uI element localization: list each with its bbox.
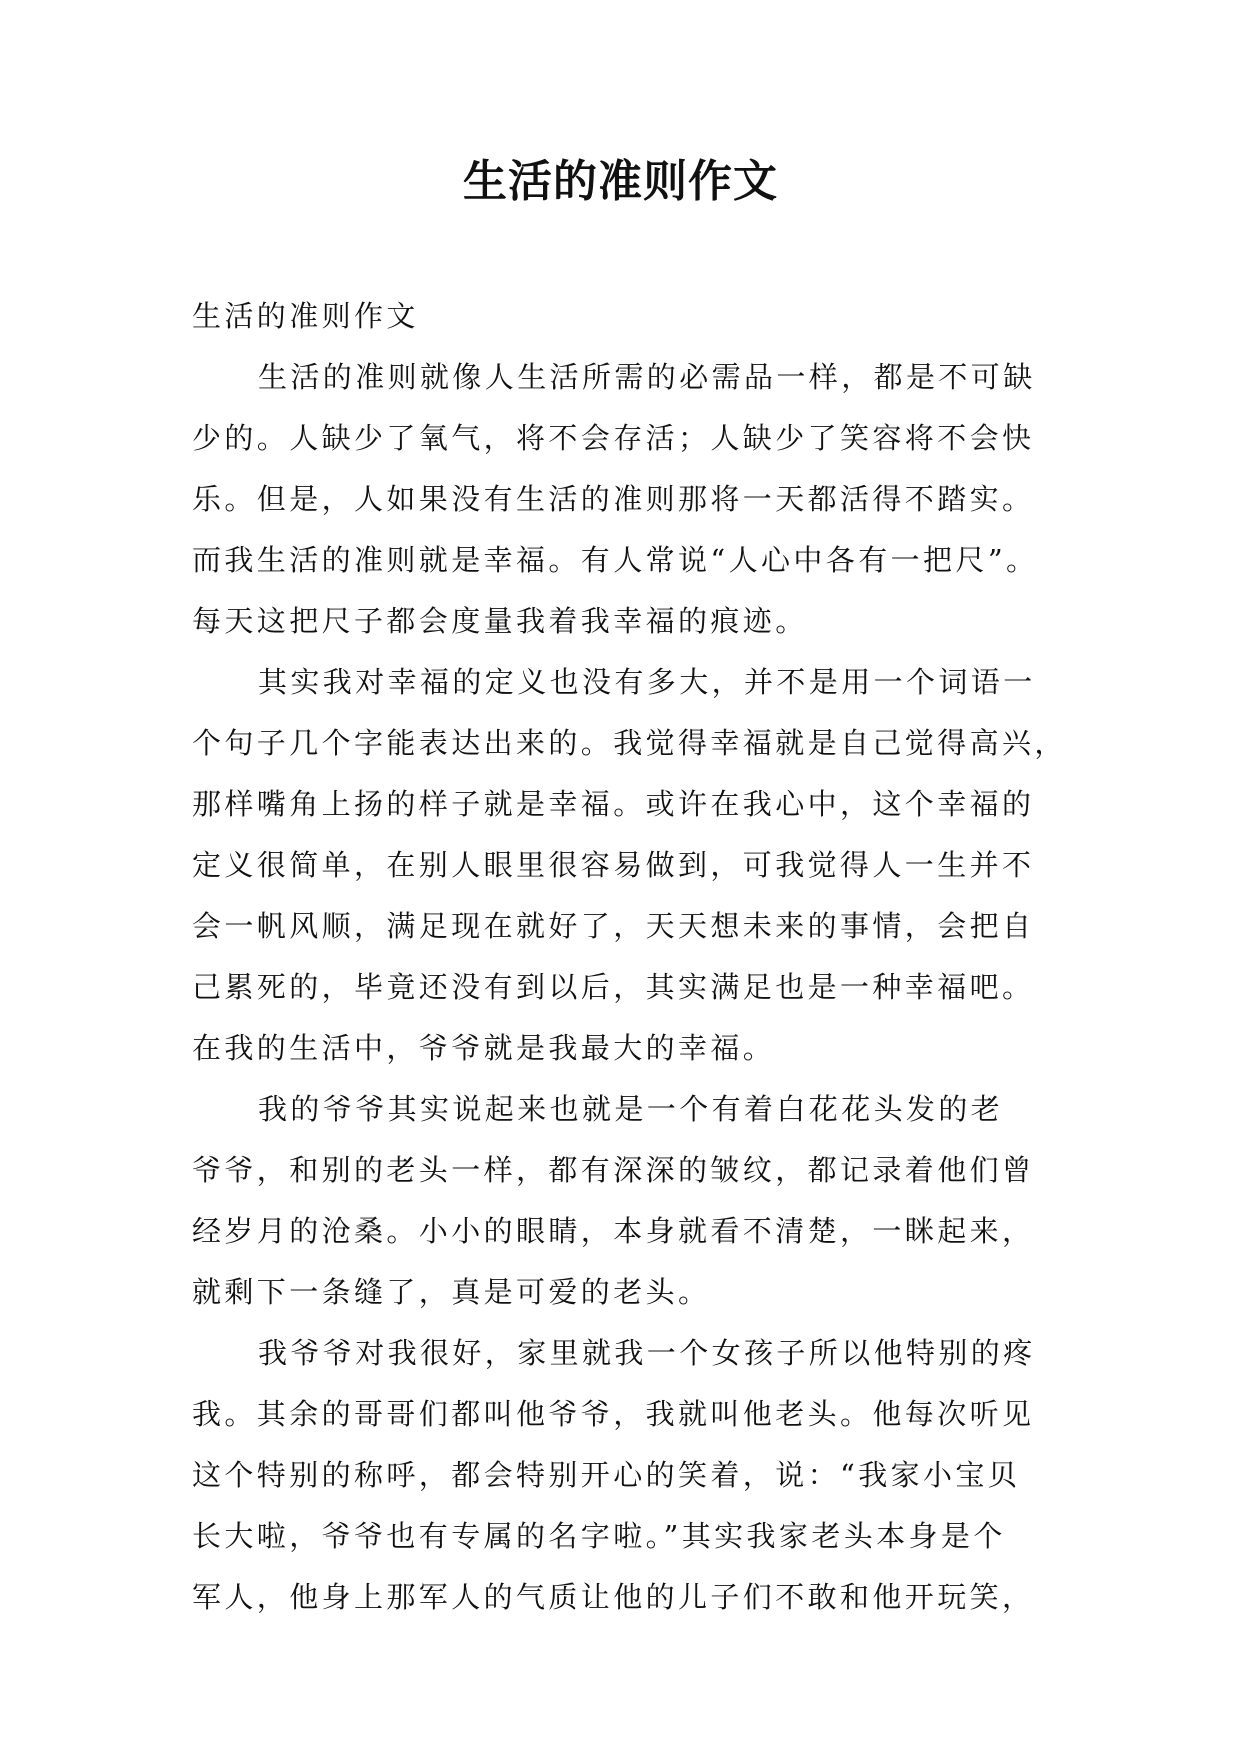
document-title: 生活的准则作文	[463, 156, 778, 207]
text-line: 每天这把尺子都会度量我着我幸福的痕迹。	[192, 604, 808, 638]
text-line: 定义很简单，在别人眼里很容易做到，可我觉得人一生并不	[192, 848, 1035, 882]
text-line: 我爷爷对我很好，家里就我一个女孩子所以他特别的疼	[258, 1336, 1036, 1370]
text-line: 我。其余的哥哥们都叫他爷爷，我就叫他老头。他每次听见	[192, 1397, 1035, 1431]
text-line: 我的爷爷其实说起来也就是一个有着白花花头发的老	[258, 1092, 1004, 1126]
text-line: 乐。但是，人如果没有生活的准则那将一天都活得不踏实。	[192, 482, 1035, 516]
text-line: 经岁月的沧桑。小小的眼睛，本身就看不清楚，一眯起来，	[192, 1214, 1035, 1248]
text-line: 而我生活的准则就是幸福。有人常说“人心中各有一把尺”。	[192, 543, 1039, 577]
document-subtitle: 生活的准则作文	[192, 299, 419, 333]
text-line: 爷爷，和别的老头一样，都有深深的皱纹，都记录着他们曾	[192, 1153, 1035, 1187]
text-line: 在我的生活中，爷爷就是我最大的幸福。	[192, 1031, 776, 1065]
text-line: 会一帆风顺，满足现在就好了，天天想未来的事情，会把自	[192, 909, 1035, 943]
text-line: 己累死的，毕竟还没有到以后，其实满足也是一种幸福吧。	[192, 970, 1035, 1004]
text-line: 军人，他身上那军人的气质让他的儿子们不敢和他开玩笑，	[192, 1580, 1035, 1614]
text-line: 其实我对幸福的定义也没有多大，并不是用一个词语一	[258, 665, 1036, 699]
text-line: 这个特别的称呼，都会特别开心的笑着，说：“我家小宝贝	[192, 1458, 1021, 1492]
text-line: 就剩下一条缝了，真是可爱的老头。	[192, 1275, 711, 1309]
text-line: 那样嘴角上扬的样子就是幸福。或许在我心中，这个幸福的	[192, 787, 1035, 821]
text-line: 长大啦，爷爷也有专属的名字啦。”其实我家老头本身是个	[192, 1519, 1006, 1553]
document-body	[192, 286, 1082, 1628]
text-line: 生活的准则就像人生活所需的必需品一样，都是不可缺	[258, 360, 1036, 394]
text-line: 个句子几个字能表达出来的。我觉得幸福就是自己觉得高兴，	[192, 726, 1067, 760]
text-line: 少的。人缺少了氧气，将不会存活；人缺少了笑容将不会快	[192, 421, 1035, 455]
